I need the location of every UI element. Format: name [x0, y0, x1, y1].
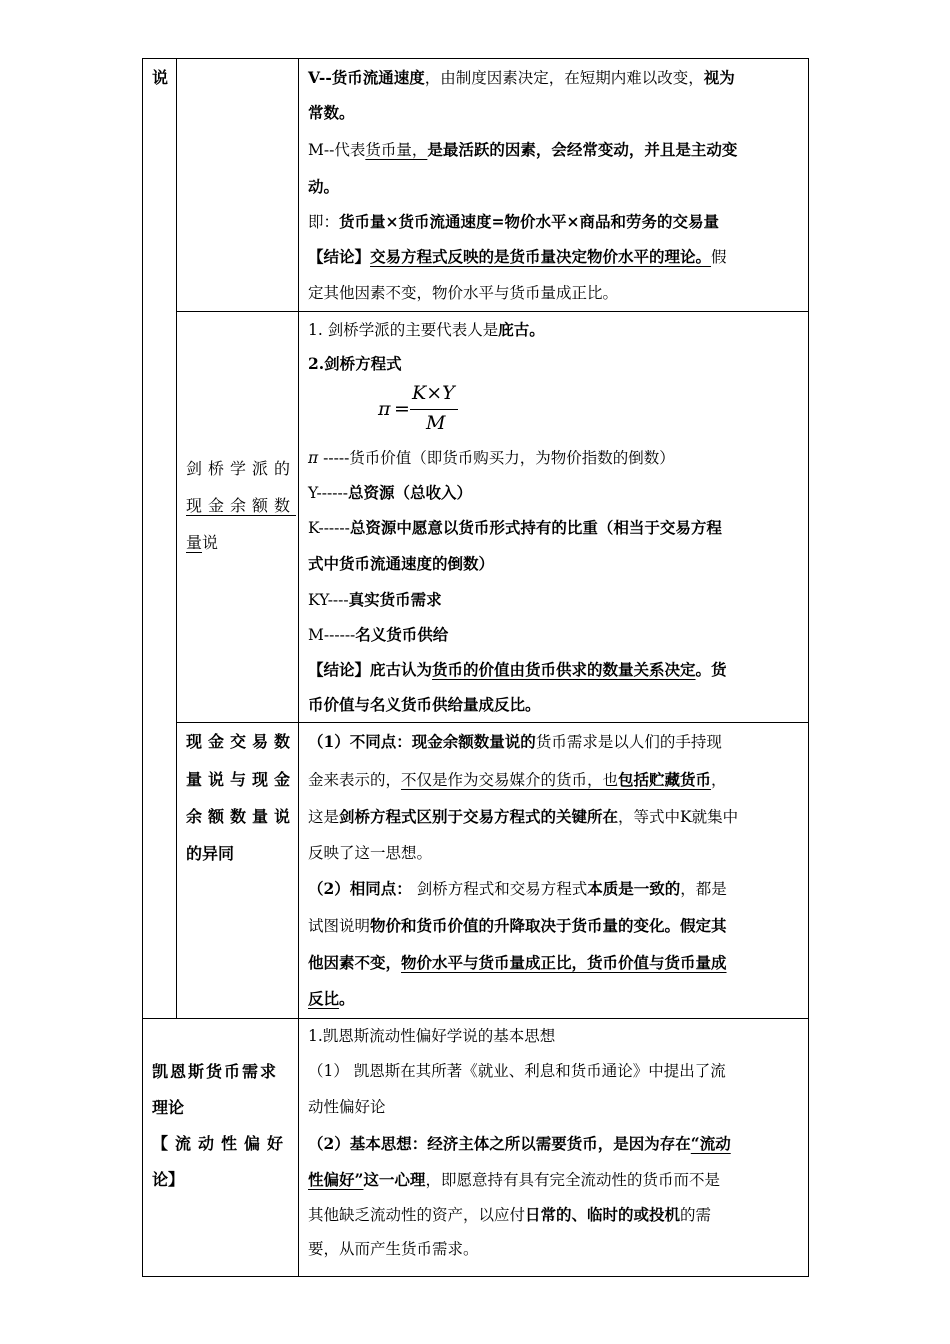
- table-divider-col: [298, 58, 299, 1277]
- table-border-bottom: [142, 1276, 809, 1277]
- row3-p1-line-3: 这是剑桥方程式区别于交易方程式的关键所在，等式中K就集中: [308, 807, 739, 826]
- row2-def-k-cont: 式中货币流通速度的倒数）: [308, 554, 495, 573]
- row4-p1-line-2: 动性偏好论: [308, 1098, 386, 1116]
- row3-label-line-2: 量说与现金: [186, 770, 297, 789]
- row4-p1-line-1: （1） 凯恩斯在其所著《就业、利息和货币通论》中提出了流: [308, 1062, 726, 1080]
- table-border-top: [142, 58, 809, 59]
- row2-def-y: Y------总资源（总收入）: [308, 483, 472, 502]
- table-border-right: [808, 58, 809, 1277]
- row1-line-1: V--货币流通速度，由制度因素决定，在短期内难以改变，视为: [308, 68, 735, 87]
- row4-label-line-3: 【流动性偏好: [152, 1134, 291, 1153]
- row1-line-4: 动。: [308, 177, 340, 196]
- row2-def-k: K------总资源中愿意以货币形式持有的比重（相当于交易方程: [308, 518, 722, 537]
- row3-p1-line-2: 金来表示的，不仅是作为交易媒介的货币，也包括贮藏货币，: [308, 770, 727, 789]
- row1-label-fragment: 说: [152, 68, 169, 87]
- row4-p2-line-2: 性偏好”这一心理，即愿意持有具有完全流动性的货币而不是: [308, 1170, 720, 1189]
- row3-label-line-1: 现金交易数: [186, 732, 297, 751]
- row3-label-line-4: 的异同: [186, 844, 235, 863]
- row3-p2-line-1: （2）相同点： 剑桥方程式和交易方程式本质是一致的，都是: [308, 879, 727, 898]
- row4-p2-line-4: 要，从而产生货币需求。: [308, 1240, 479, 1258]
- row2-item-1: 1. 剑桥学派的主要代表人是庇古。: [308, 320, 545, 339]
- row4-label-line-4: 论】: [152, 1170, 185, 1189]
- row-divider-2: [176, 722, 809, 723]
- table-inner-left: [176, 58, 177, 1018]
- cambridge-equation: [378, 382, 488, 436]
- row4-label-line-2: 理论: [152, 1098, 185, 1117]
- row4-p2-line-1: （2）基本思想：经济主体之所以需要货币，是因为存在“流动: [308, 1134, 731, 1153]
- row4-heading: 1.凯恩斯流动性偏好学说的基本思想: [308, 1027, 556, 1045]
- row4-p2-line-3: 其他缺乏流动性的资产，以应付日常的、临时的或投机的需: [308, 1205, 712, 1224]
- row3-p2-line-4: 反比。: [308, 989, 355, 1008]
- formula-denominator: M: [426, 412, 446, 434]
- row2-conclusion-cont: 币价值与名义货币供给量成反比。: [308, 695, 541, 714]
- formula-pi: π: [378, 398, 391, 420]
- row3-p1-line-1: （1）不同点：现金余额数量说的货币需求是以人们的手持现: [308, 732, 722, 751]
- row4-label-line-1: 凯恩斯货币需求: [152, 1062, 279, 1081]
- formula-equals: =: [394, 398, 410, 420]
- row1-line-3: M--代表货币量，是最活跃的因素，会经常变动，并且是主动变: [308, 140, 738, 159]
- row1-line-7: 定其他因素不变，物价水平与货币量成正比。: [308, 284, 619, 302]
- row3-p2-line-2: 试图说明物价和货币价值的升降取决于货币量的变化。假定其: [308, 916, 727, 935]
- row2-def-ky: KY----真实货币需求: [308, 590, 442, 609]
- row3-p2-line-3: 他因素不变，物价水平与货币量成正比，货币价值与货币量成: [308, 953, 727, 972]
- table-border-left: [142, 58, 143, 1277]
- row2-def-pi: π -----货币价值（即货币购买力，为物价指数的倒数）: [308, 449, 675, 467]
- row2-label-line-3: 量说: [186, 533, 219, 552]
- row2-item-2: 2.剑桥方程式: [308, 354, 402, 373]
- row1-line-6: 【结论】交易方程式反映的是货币量决定物价水平的理论。假: [308, 247, 727, 266]
- row3-p1-line-4: 反映了这一思想。: [308, 844, 433, 862]
- row2-label-line-2: 现金余额数: [186, 496, 297, 515]
- row2-conclusion: 【结论】庇古认为货币的价值由货币供求的数量关系决定。货: [308, 660, 727, 679]
- row1-line-5: 即：货币量×货币流通速度=物价水平×商品和劳务的交易量: [308, 212, 719, 231]
- formula-fraction-bar: [410, 409, 458, 410]
- row1-line-2: 常数。: [308, 103, 355, 122]
- formula-numerator: K×Y: [412, 382, 455, 404]
- row3-label-line-3: 余额数量说: [186, 807, 297, 826]
- row2-label-line-1: 剑桥学派的: [186, 459, 297, 478]
- row2-def-m: M------名义货币供给: [308, 625, 449, 644]
